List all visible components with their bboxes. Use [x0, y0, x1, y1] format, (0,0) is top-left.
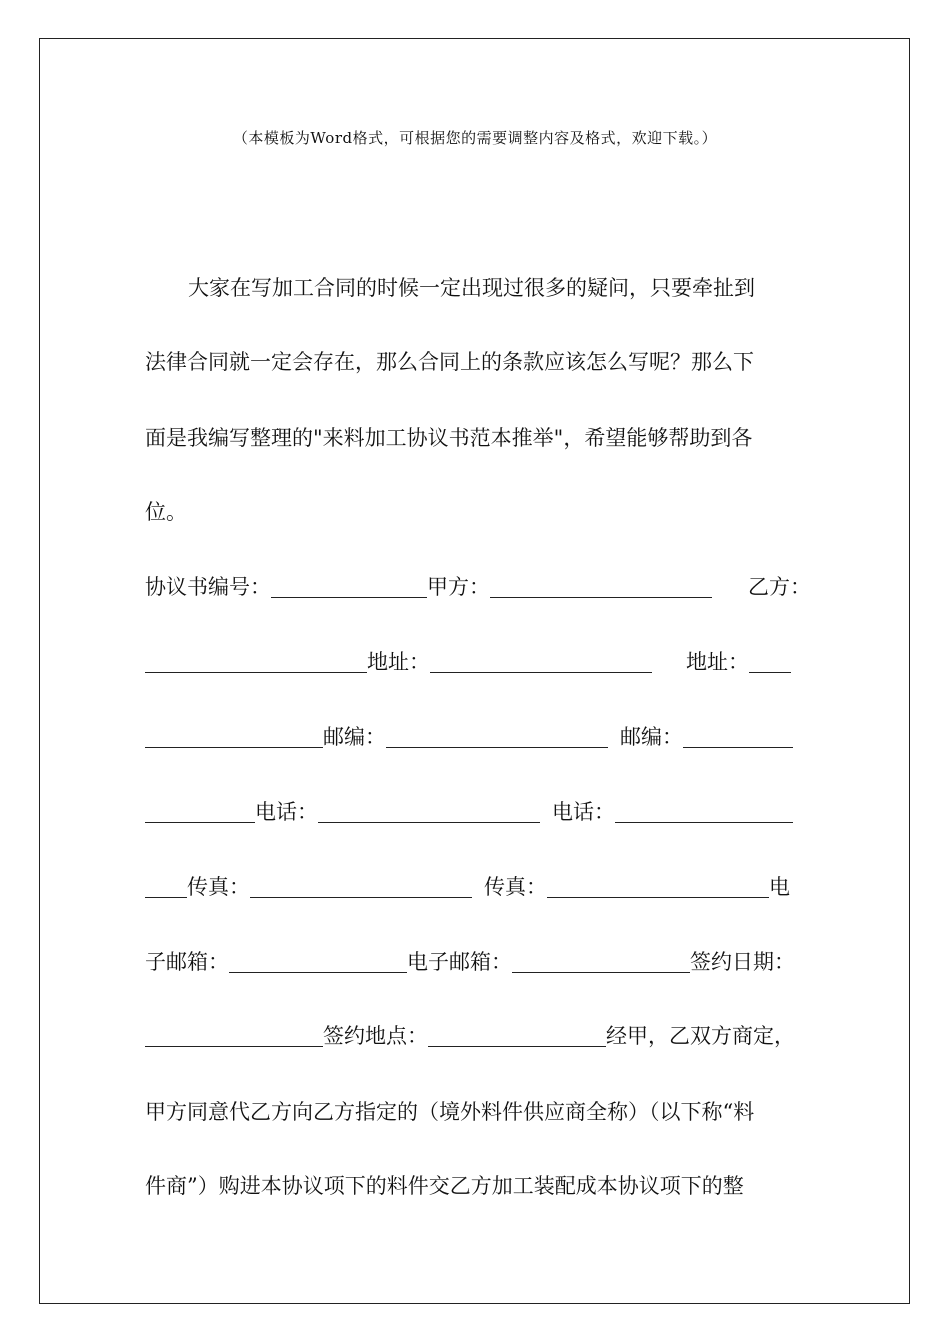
- postcode-b-label: 邮编：: [620, 725, 683, 749]
- phone-a-blank[interactable]: [318, 802, 540, 823]
- address-b-blank-cont[interactable]: [145, 727, 323, 748]
- postcode-b-blank-cont[interactable]: [145, 802, 255, 823]
- email-b-label: 电子邮箱：: [407, 950, 512, 974]
- form-line-3: [145, 723, 805, 751]
- phone-b-label: 电话：: [552, 800, 615, 824]
- party-a-blank[interactable]: [490, 577, 712, 598]
- fax-a-label: 传真：: [187, 875, 250, 899]
- intro-line-4: 位。: [145, 500, 187, 524]
- address-b-blank[interactable]: [749, 652, 791, 673]
- intro-line-1: 大家在写加工合同的时候一定出现过很多的疑问，只要牵扯到: [188, 276, 755, 300]
- form-line-7: [145, 1022, 805, 1050]
- body-line-1: 甲方同意代乙方向乙方指定的（境外料件供应商全称）（以下称“料: [145, 1100, 755, 1124]
- form-line-5: [145, 873, 805, 901]
- sign-date-label: 签约日期：: [690, 950, 795, 974]
- postcode-a-blank[interactable]: [386, 727, 608, 748]
- party-b-blank[interactable]: [145, 652, 367, 673]
- clause-start: 经甲，乙双方商定，: [606, 1024, 795, 1048]
- email-a-blank[interactable]: [229, 952, 407, 973]
- form-line-4: [145, 798, 805, 826]
- email-a-label-end: 子邮箱：: [145, 950, 229, 974]
- email-a-label-start: 电: [769, 875, 790, 899]
- party-a-label: 甲方：: [427, 575, 490, 599]
- party-b-label: 乙方：: [748, 575, 811, 599]
- agreement-no-blank[interactable]: [271, 577, 427, 598]
- sign-place-label: 签约地点：: [323, 1024, 428, 1048]
- postcode-b-blank[interactable]: [683, 727, 793, 748]
- address-a-blank[interactable]: [430, 652, 652, 673]
- fax-b-blank[interactable]: [547, 877, 769, 898]
- body-line-2: 件商”）购进本协议项下的料件交乙方加工装配成本协议项下的整: [145, 1174, 744, 1198]
- intro-line-3: 面是我编写整理的"来料加工协议书范本推举"，希望能够帮助到各: [145, 426, 753, 450]
- address-b-label: 地址：: [686, 650, 749, 674]
- phone-b-blank-cont[interactable]: [145, 877, 187, 898]
- agreement-no-label: 协议书编号：: [145, 575, 271, 599]
- fax-a-blank[interactable]: [250, 877, 472, 898]
- intro-line-2: 法律合同就一定会存在，那么合同上的条款应该怎么写呢？那么下: [145, 350, 754, 374]
- form-line-6: [145, 948, 805, 976]
- form-line-2: [145, 648, 805, 676]
- sign-place-blank[interactable]: [428, 1026, 606, 1047]
- postcode-a-label: 邮编：: [323, 725, 386, 749]
- fax-b-label: 传真：: [484, 875, 547, 899]
- phone-a-label: 电话：: [255, 800, 318, 824]
- form-line-1: [145, 573, 811, 601]
- sign-date-blank[interactable]: [145, 1026, 323, 1047]
- template-notice: （本模板为Word格式，可根据您的需要调整内容及格式，欢迎下载。）: [232, 129, 718, 147]
- email-b-blank[interactable]: [512, 952, 690, 973]
- address-a-label: 地址：: [367, 650, 430, 674]
- phone-b-blank[interactable]: [615, 802, 793, 823]
